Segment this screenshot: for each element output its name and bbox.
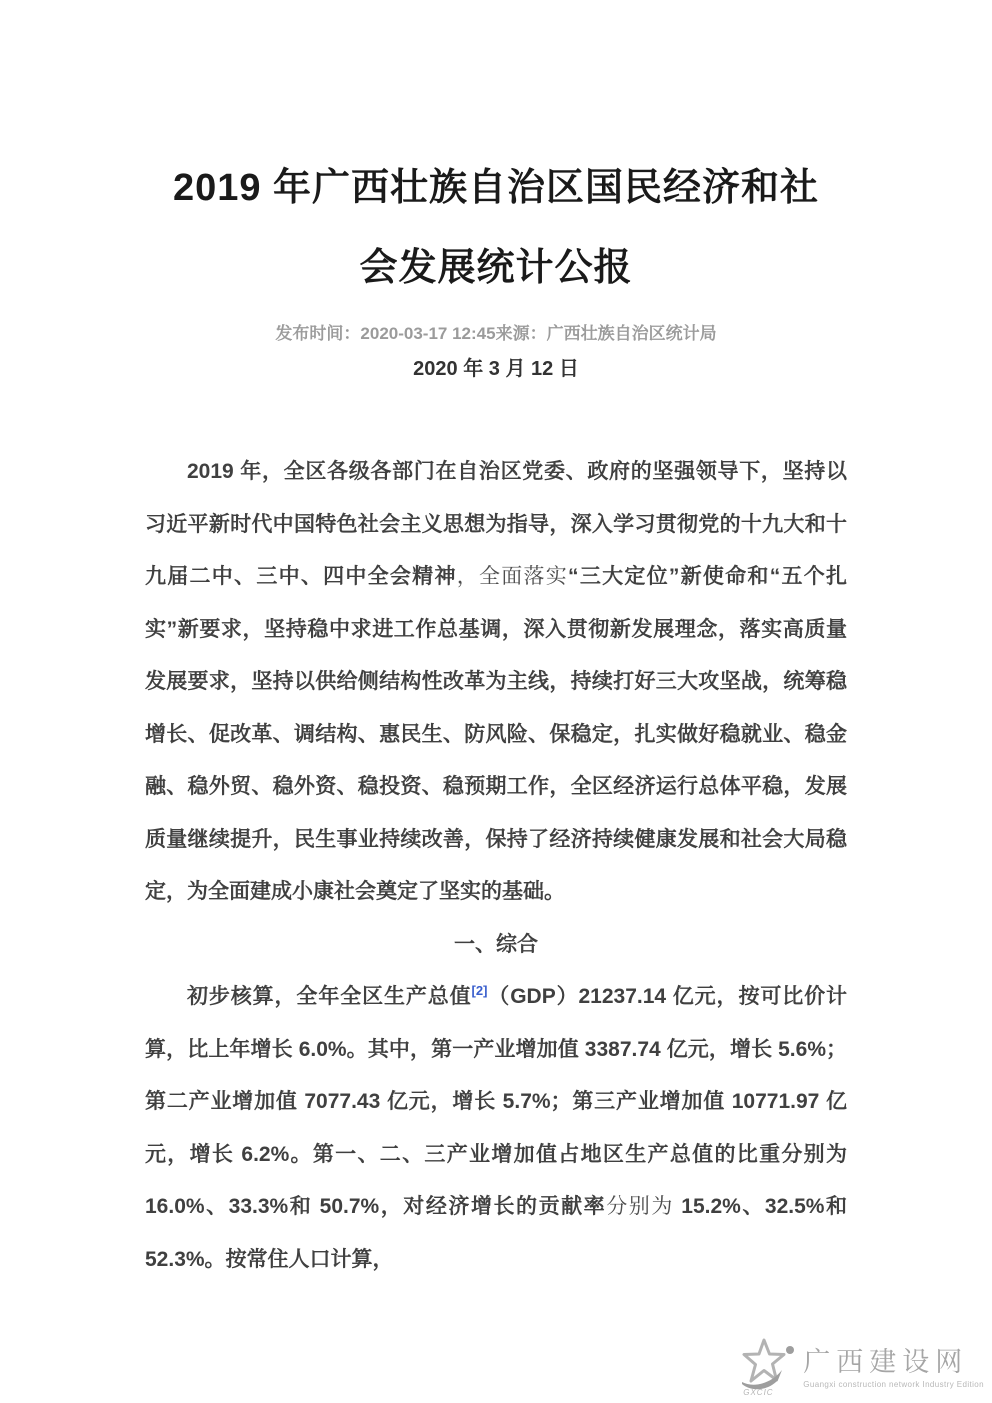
article-body [145,446,847,1286]
star-swoosh-icon [735,1337,797,1397]
text-segment: （GDP）21237.14 亿元，按可比价计算，比上年增长 6.0%。其中，第一产业增加值 3387.74 亿元，增长 5.6%；第二产业增加值 7077.43 亿元，增长 5.7%；第三产业增加值 10771.97 亿元，增长 6.2%。第一、二、三产业增加值占地区生产总值的比重分别为 16.0%、33.3%和 50.7%，对经济增长的贡献率 [145,985,847,1218]
page-title [145,148,847,308]
footnote-link[interactable]: [2] [471,983,488,998]
page-title-line-1: 2019 年广西壮族自治区国民经济和社 [172,167,820,209]
article-content [145,148,847,1286]
text-segment: 2019 年，全区各级各部门在自治区党委、政府的坚强领导下，坚持以习近平新时代中国特色社会主义思想为指导，深入学习贯彻党的十九大和十九届二中、三中、四中全会精神 [145,460,847,588]
site-watermark [735,1337,984,1397]
watermark-tagline: Guangxi construction network Industry Edition [803,1379,984,1389]
page-title-line-2: 会发展统计公报 [359,247,633,289]
publish-meta: 发布时间：2020-03-17 12:45来源：广西壮族自治区统计局 [275,324,717,343]
watermark-text [803,1346,984,1389]
text-segment: 15.2%、32.5%和 52.3%。按常住人口计算， [145,1195,848,1271]
text-segment: 一、综合 [454,932,538,956]
section-heading [145,919,847,972]
text-segment: “三大定位”新使命和“五个扎实”新要求，坚持稳中求进工作总基调，深入贯彻新发展理念，落实高质量发展要求，坚持以供给侧结构性改革为主线，持续打好三大攻坚战，统筹稳增长、促改革、调结构、惠民生、防风险、保稳定，扎实做好稳就业、稳金融、稳外贸、稳外资、稳投资、稳预期工作，全区经济运行总体平稳，发展质量继续提升，民生事业持续改善，保持了经济持续健康发展和社会大局稳定，为全面建成小康社会奠定了坚实的基础。 [145,565,847,903]
text-segment: 分别为 [606,1195,674,1218]
text-segment: 初步核算，全年全区生产总值 [187,985,472,1008]
watermark-site-name: 广西建设网 [803,1346,969,1377]
document-date: 2020 年 3 月 12 日 [413,358,579,380]
text-segment: ，全面落实 [456,565,569,588]
paragraph [145,446,847,919]
logo-script-text: GXCIC [743,1388,774,1397]
paragraph [145,971,847,1286]
